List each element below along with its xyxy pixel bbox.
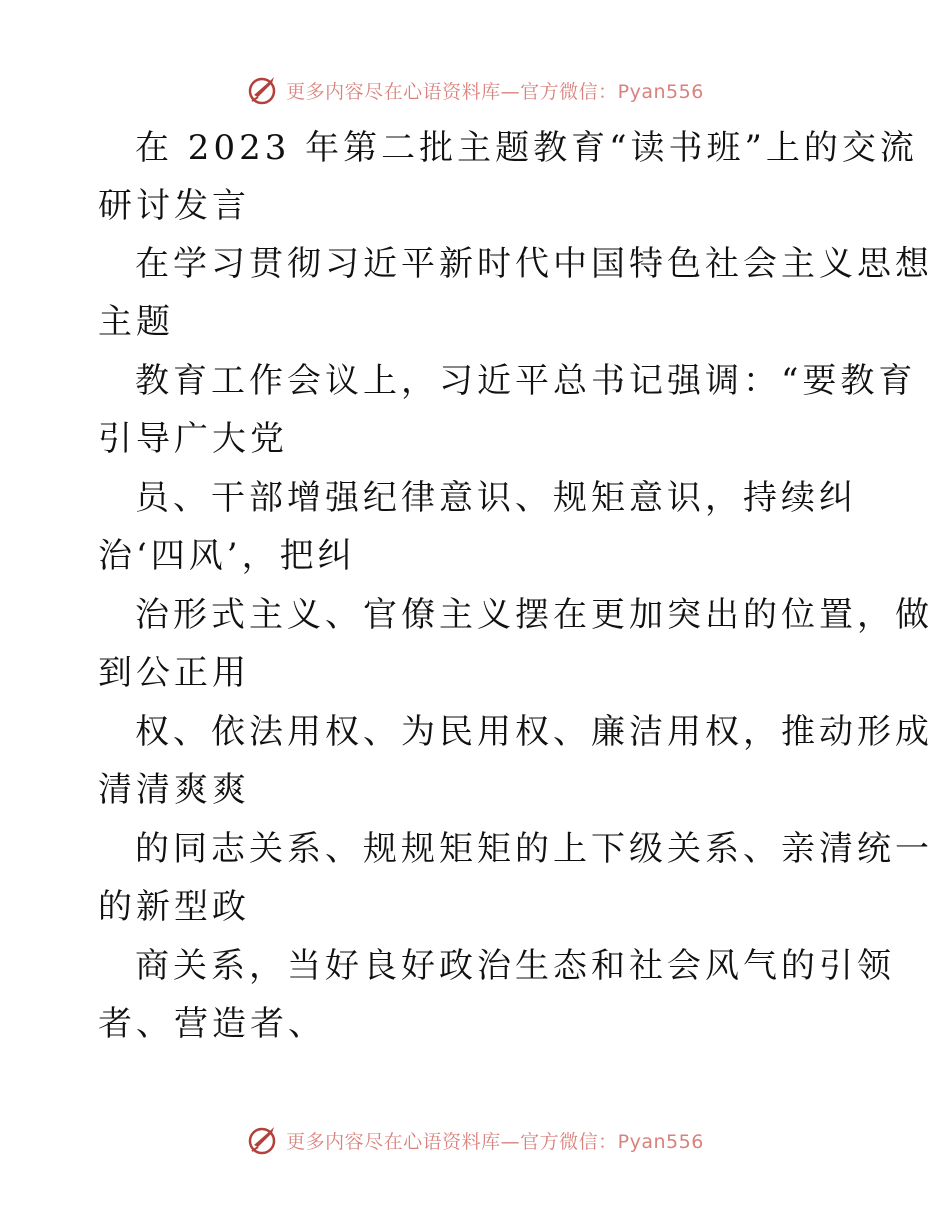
body-line: 在学习贯彻习近平新时代中国特色社会主义思想 <box>135 244 933 284</box>
title-line-2: 研讨发言 <box>98 186 250 226</box>
body-line: 主题 <box>98 302 174 342</box>
body-line: 教育工作会议上，习近平总书记强调：“要教育 <box>135 361 917 401</box>
body-line: 治‘四风’，把纠 <box>98 536 356 576</box>
header-watermark <box>0 70 950 110</box>
body-line: 员、干部增强纪律意识、规矩意识，持续纠 <box>135 478 857 518</box>
watermark-text: 更多内容尽在心语资料库—官方微信：Pyan556 <box>286 1130 704 1153</box>
quill-logo-icon <box>246 73 280 107</box>
body-line: 的新型政 <box>98 887 250 927</box>
body-line: 商关系，当好良好政治生态和社会风气的引领 <box>135 946 895 986</box>
body-line: 清清爽爽 <box>98 770 250 810</box>
body-line: 权、依法用权、为民用权、廉洁用权，推动形成 <box>135 712 933 752</box>
body-line: 者、营造者、 <box>98 1004 326 1044</box>
title-line-1: 在 2023 年第二批主题教育“读书班”上的交流 <box>135 128 918 168</box>
watermark-text: 更多内容尽在心语资料库—官方微信：Pyan556 <box>286 80 704 103</box>
quill-logo-icon <box>246 1123 280 1157</box>
body-line: 引导广大党 <box>98 419 288 459</box>
footer-watermark <box>0 1120 950 1160</box>
body-line: 的同志关系、规规矩矩的上下级关系、亲清统一 <box>135 829 933 869</box>
body-line: 治形式主义、官僚主义摆在更加突出的位置，做 <box>135 595 933 635</box>
body-line: 到公正用 <box>98 653 250 693</box>
